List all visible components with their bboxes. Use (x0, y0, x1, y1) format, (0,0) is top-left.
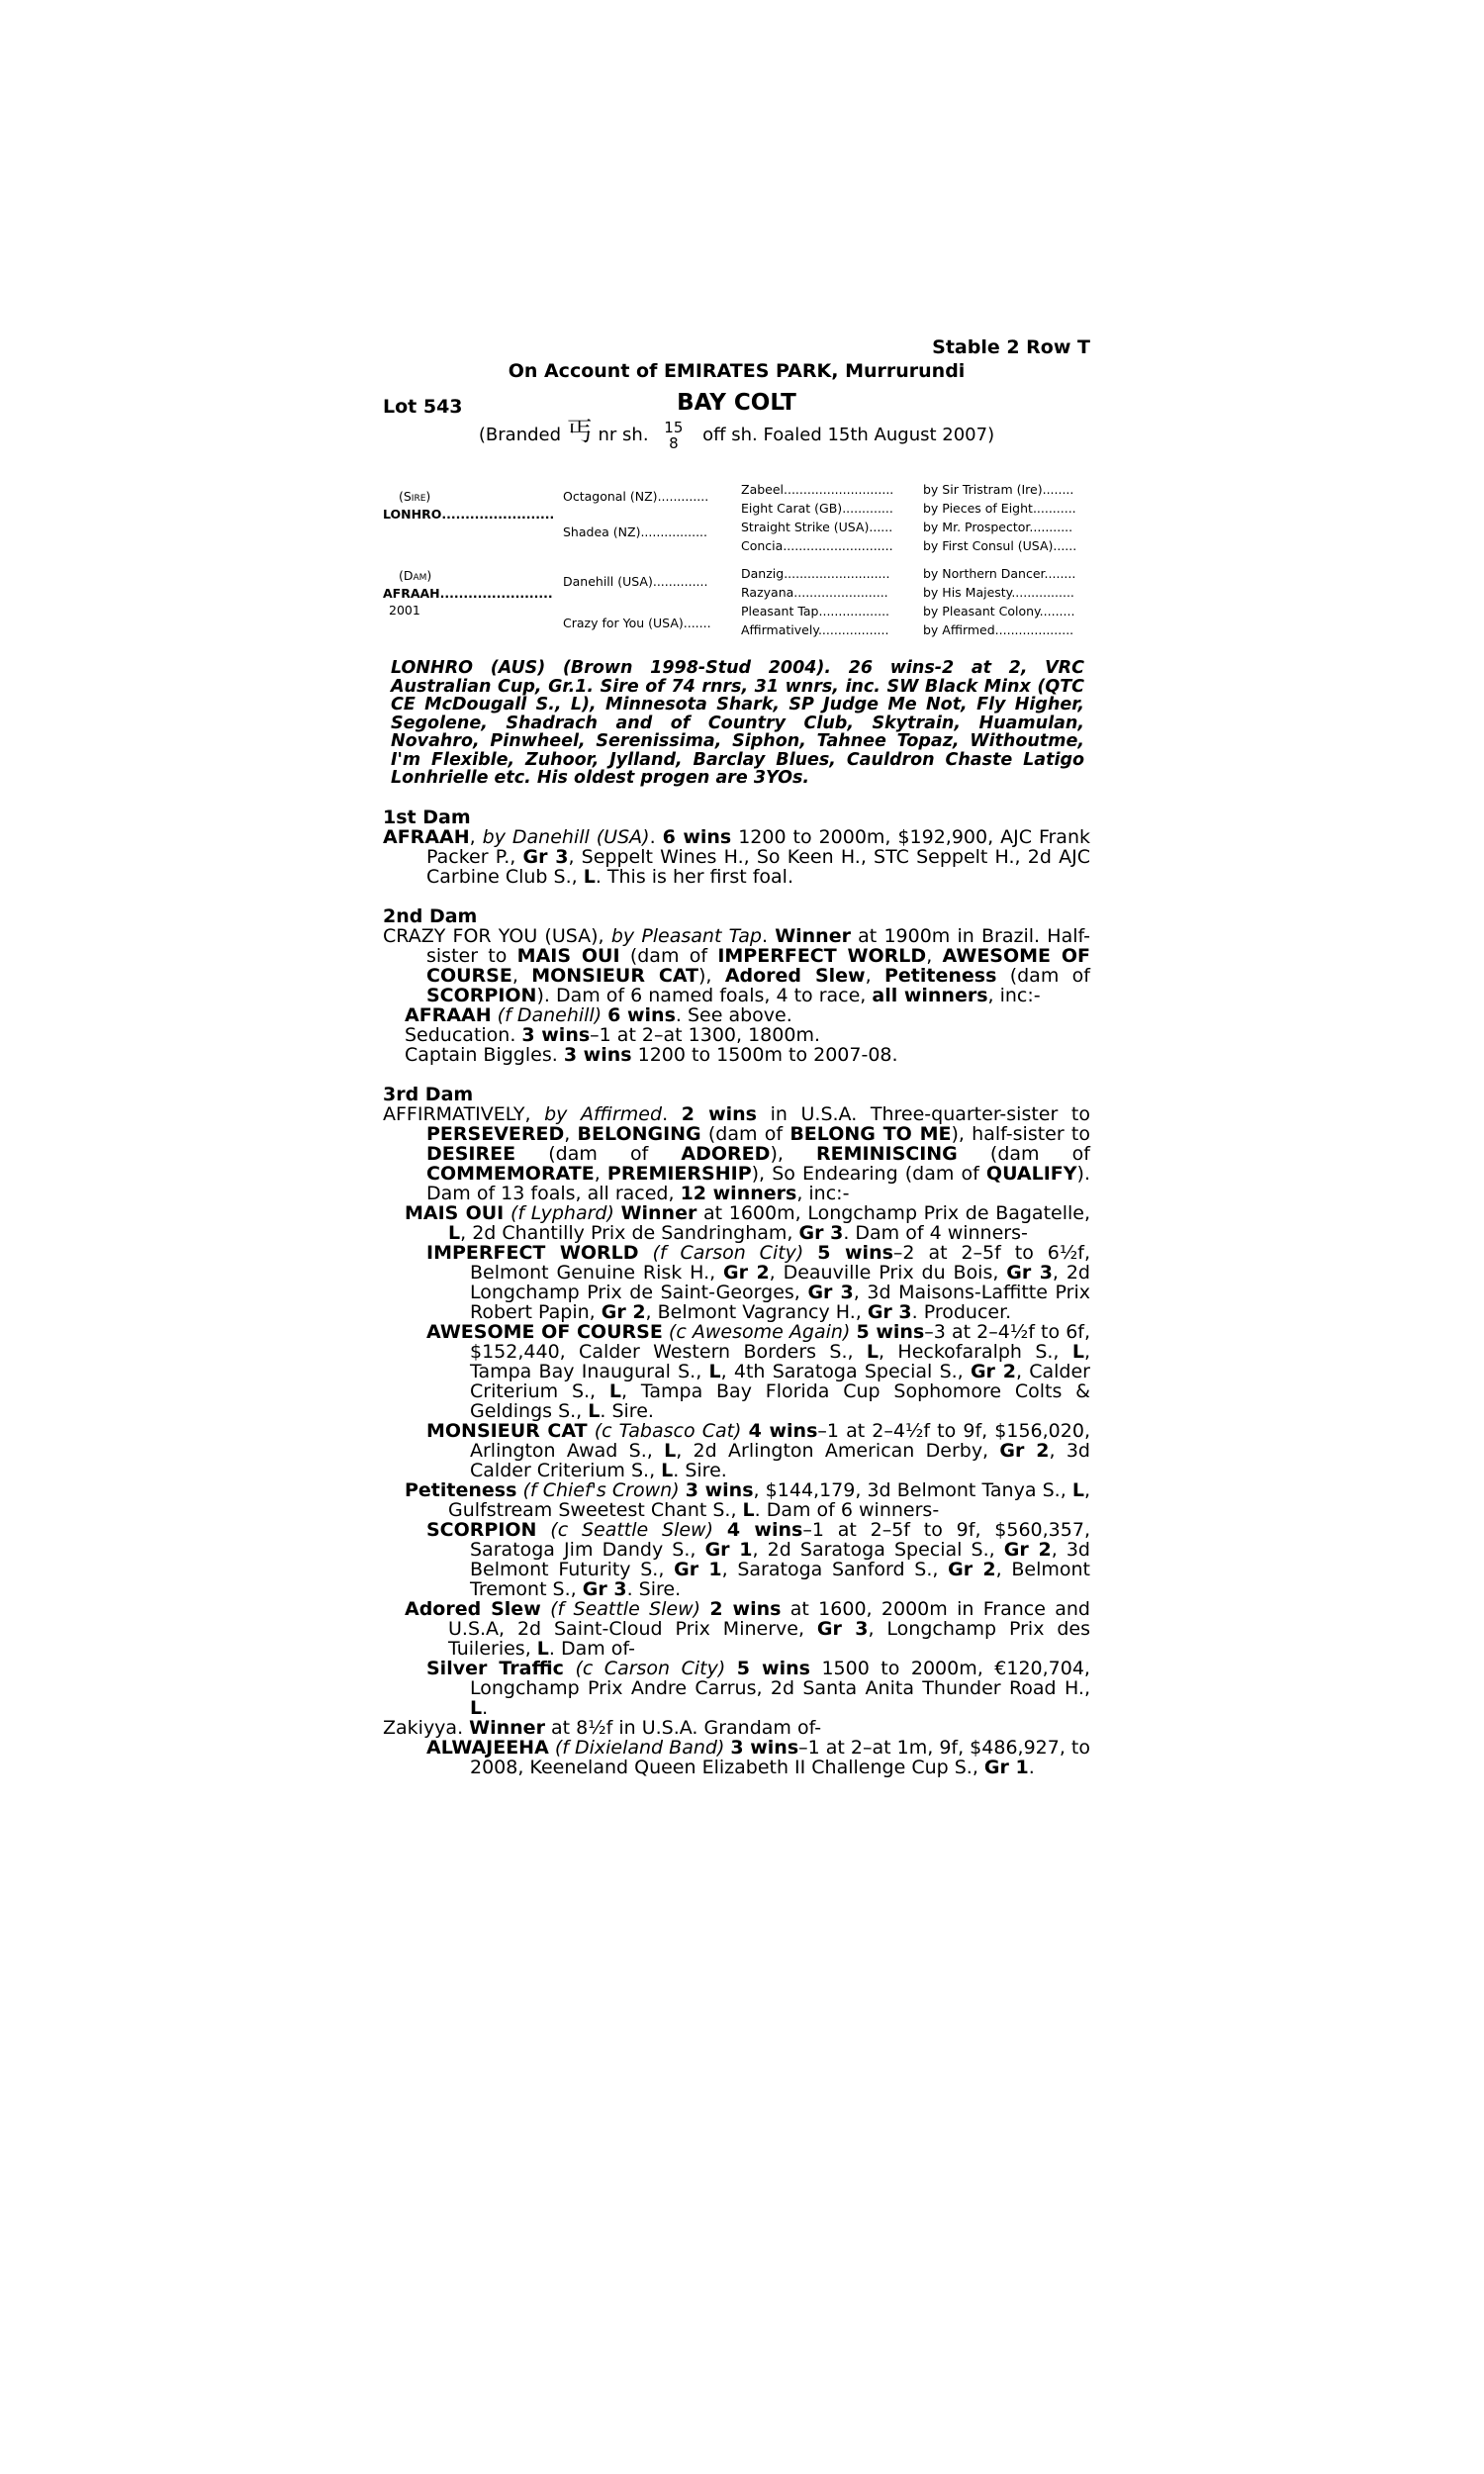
dam-sire: Danehill (USA).............. (563, 574, 708, 589)
progeny-awesome-of-course: AWESOME OF COURSE (c Awesome Again) 5 wins–3 at 2–4½f to 6f, $152,440, Calder Western Borders S., L, Heckofaralph S., L, Tampa Bay Inaugural S., L, 4th Saratoga Special S., Gr 2, Calder Criterium S., L, Tampa Bay Florida Cup Sophomore Colts & Geldings S., L. Sire. (426, 1320, 1091, 1422)
sire-dam: Shadea (NZ)................. (563, 524, 708, 539)
g4-5: by His Majesty................ (923, 585, 1074, 600)
brand-suffix: off sh. Foaled 15th August 2007) (702, 425, 995, 445)
brand-line (383, 420, 1090, 467)
third-dam-entry: AFFIRMATIVELY, by Affirmed. 2 wins in U.S.A. Three-quarter-sister to PERSEVERED, BELONGING (dam of BELONG TO ME), half-sister to DESIREE (dam of ADORED), REMINISCING (dam of COMMEMORATE, PREMIERSHIP), So Endearing (dam of QUALIFY). Dam of 13 foals, all raced, 12 winners, inc:- (383, 1102, 1090, 1204)
third-dam-body (383, 1104, 1090, 1777)
g4-1: by Pieces of Eight........... (923, 501, 1076, 516)
progeny-seducation: Seducation. 3 wins–1 at 2–at 1300, 1800m. (405, 1023, 820, 1046)
g3-3: Concia............................ (741, 538, 893, 553)
sire-summary: LONHRO (AUS) (Brown 1998-Stud 2004). 26 wins-2 at 2, VRC Australian Cup, Gr.1. Sire of 74 rnrs, 31 wnrs, inc. SW Black Minx (QTC CE McDougall S., L), Minnesota Shark, SP Judge Me Not, Fly Higher, Segolene, Shadrach and of Country Club, Skytrain, Huamulan, Novahro, Pinwheel, Serenissima, Siphon, Tahnee Topaz, Withoutme, I'm Flexible, Zuhoor, Jylland, Barclay Blues, Cauldron Chaste Latigo Lonhrielle etc. His oldest progen are 3YOs. (391, 658, 1084, 788)
brand-denominator: 8 (669, 434, 679, 452)
g3-1: Eight Carat (GB)............. (741, 501, 893, 516)
brand-fraction (664, 420, 683, 451)
brand-prefix: (Branded (478, 425, 562, 445)
g3-4: Danzig........................... (741, 566, 890, 581)
progeny-petiteness: Petiteness (f Chief's Crown) 3 wins, $144,179, 3d Belmont Tanya S., L, Gulfstream Sweetest Chant S., L. Dam of 6 winners- (405, 1478, 1090, 1521)
sire-sire: Octagonal (NZ)............. (563, 489, 709, 504)
brand-mid: nr sh. (598, 425, 649, 445)
progeny-adored-slew: Adored Slew (f Seattle Slew) 2 wins at 1600, 2000m in France and U.S.A, 2d Saint-Cloud Prix Minerve, Gr 3, Longchamp Prix des Tuileries, L. Dam of- (405, 1597, 1090, 1660)
pedigree-table (383, 479, 1090, 637)
progeny-afraah: AFRAAH (f Danehill) 6 wins. See above. (405, 1003, 792, 1026)
dam-dam: Crazy for You (USA)....... (563, 616, 711, 630)
progeny-zakiyya: Zakiyya. Winner at 8½f in U.S.A. Grandam of- (383, 1716, 822, 1739)
brand-numerator: 15 (664, 419, 684, 436)
lot-number: Lot 543 (383, 396, 463, 418)
g4-4: by Northern Dancer........ (923, 566, 1076, 581)
dam-label: (Dam) (399, 568, 432, 583)
dam-name: AFRAAH........................ (383, 586, 553, 601)
progeny-alwajeeha: ALWAJEEHA (f Dixieland Band) 3 wins–1 at 2–at 1m, 9f, $486,927, to 2008, Keeneland Queen Elizabeth II Challenge Cup S., Gr 1. (426, 1736, 1090, 1778)
g3-7: Affirmatively.................. (741, 622, 889, 637)
vendor-line: On Account of EMIRATES PARK, Murrurundi (508, 360, 966, 382)
g3-5: Razyana........................ (741, 585, 888, 600)
progeny-silver-traffic: Silver Traffic (c Carson City) 5 wins 1500 to 2000m, €120,704, Longchamp Prix Andre Carrus, 2d Santa Anita Thunder Road H., L. (426, 1657, 1090, 1719)
lot-row (383, 390, 1090, 420)
g4-7: by Affirmed.................... (923, 622, 1074, 637)
brand-glyph: 丐 (566, 418, 593, 447)
first-dam-entry: AFRAAH, by Danehill (USA). 6 wins 1200 to 2000m, $192,900, AJC Frank Packer P., Gr 3, Seppelt Wines H., So Keen H., STC Seppelt H., 2d AJC Carbine Club S., L. This is her first foal. (383, 825, 1090, 888)
g4-0: by Sir Tristram (Ire)........ (923, 482, 1074, 497)
sire-label: (Sire) (399, 489, 431, 504)
progeny-mais-oui: MAIS OUI (f Lyphard) Winner at 1600m, Longchamp Prix de Bagatelle, L, 2d Chantilly Prix de Sandringham, Gr 3. Dam of 4 winners- (405, 1201, 1091, 1244)
sire-name: LONHRO........................ (383, 507, 555, 522)
first-dam-heading: 1st Dam (383, 806, 471, 828)
g4-3: by First Consul (USA)...... (923, 538, 1077, 553)
third-dam-heading: 3rd Dam (383, 1083, 474, 1105)
progeny-monsieur-cat: MONSIEUR CAT (c Tabasco Cat) 4 wins–1 at 2–4½f to 9f, $156,020, Arlington Awad S., L, 2d Arlington American Derby, Gr 2, 3d Calder Criterium S., L. Sire. (426, 1419, 1090, 1481)
g3-6: Pleasant Tap.................. (741, 604, 890, 618)
catalogue-page (383, 336, 1090, 1777)
g3-2: Straight Strike (USA)...... (741, 520, 893, 534)
progeny-scorpion: SCORPION (c Seattle Slew) 4 wins–1 at 2–5f to 9f, $560,357, Saratoga Jim Dandy S., Gr 1, 2d Saratoga Special S., Gr 2, 3d Belmont Futurity S., Gr 1, Saratoga Sanford S., Gr 2, Belmont Tremont S., Gr 3. Sire. (426, 1518, 1091, 1600)
second-dam-entry: CRAZY FOR YOU (USA), by Pleasant Tap. Winner at 1900m in Brazil. Half-sister to MAIS OUI (dam of IMPERFECT WORLD, AWESOME OF COURSE, MONSIEUR CAT), Adored Slew, Petiteness (dam of SCORPION). Dam of 6 named foals, 4 to race, all winners, inc:- (383, 924, 1091, 1006)
first-dam-body (383, 827, 1090, 887)
second-dam-heading: 2nd Dam (383, 904, 478, 927)
second-dam-body (383, 926, 1090, 1065)
progeny-imperfect-world: IMPERFECT WORLD (f Carson City) 5 wins–2 at 2–5f to 6½f, Belmont Genuine Risk H., Gr 2, Deauville Prix du Bois, Gr 3, 2d Longchamp Prix de Saint-Georges, Gr 3, 3d Maisons-Laffitte Prix Robert Papin, Gr 2, Belmont Vagrancy H., Gr 3. Producer. (426, 1241, 1090, 1323)
dam-year: 2001 (389, 603, 420, 618)
g3-0: Zabeel............................ (741, 482, 894, 497)
g4-2: by Mr. Prospector........... (923, 520, 1073, 534)
stable-location: Stable 2 Row T (932, 336, 1090, 358)
g4-6: by Pleasant Colony......... (923, 604, 1075, 618)
lot-title: BAY COLT (677, 390, 796, 416)
progeny-captain-biggles: Captain Biggles. 3 wins 1200 to 1500m to 2007-08. (405, 1043, 898, 1066)
